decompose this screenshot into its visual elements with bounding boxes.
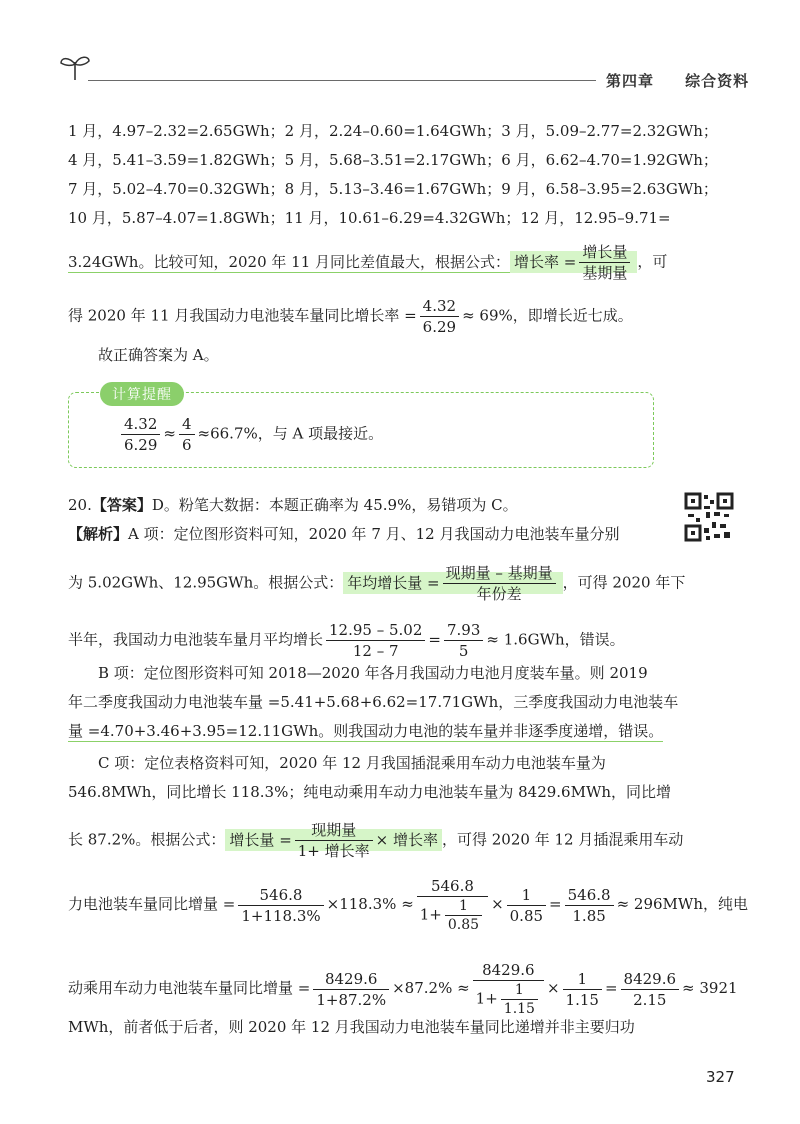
q20-header	[68, 494, 518, 516]
chapter-label: 第四章	[606, 72, 655, 90]
fraction	[295, 820, 373, 861]
equals-sign: =	[428, 630, 441, 649]
fraction	[621, 969, 680, 1010]
denominator: 1+87.2%	[316, 990, 387, 1009]
text-span: A 项：定位图形资料可知，2020 年 7 月、12 月我国动力电池装车量分别	[128, 525, 620, 543]
text-span: ×87.2% ≈	[392, 979, 470, 997]
chapter-title: 综合资料	[685, 72, 750, 90]
denominator: 1+ 增长率	[297, 842, 370, 860]
denominator: 12 – 7	[352, 642, 399, 660]
answer-text: D。粉笔大数据：本题正确率为 45.9%，易错项为 C。	[151, 496, 518, 514]
tip-tag: 计算提醒	[100, 382, 184, 406]
text-span: ≈ 3921	[682, 979, 738, 997]
numerator: 1	[507, 885, 546, 906]
fraction	[238, 885, 323, 926]
leaf-icon	[58, 52, 92, 82]
denominator: 1.15	[565, 990, 599, 1009]
denominator: 1.15	[503, 1001, 535, 1017]
calc-line-3: 7 月，5.02–4.70=0.32GWh；8 月，5.13–3.46=1.67GWh；9 月，6.58–3.95=2.63GWh；	[68, 180, 718, 198]
fraction	[579, 242, 630, 283]
c-line-5	[68, 960, 738, 1018]
text-span: 长 87.2%。根据公式：	[68, 830, 226, 849]
denominator: 1+118.3%	[241, 906, 321, 925]
denominator: 6	[181, 436, 192, 454]
fraction	[179, 414, 195, 455]
approx-symbol: ≈	[163, 424, 176, 443]
formula-avg-growth	[343, 564, 562, 603]
numerator: 增长量	[579, 242, 630, 263]
numerator: 7.93	[444, 620, 483, 641]
calc-line-4: 10 月，5.87–4.07=1.8GWh；11 月，10.61–6.29=4.32GWh；12 月，12.95–9.71=	[68, 209, 671, 227]
nested-fraction	[445, 897, 482, 934]
page-number: 327	[706, 1068, 735, 1086]
numerator: 1	[445, 897, 482, 916]
denominator: 1.85	[572, 906, 606, 925]
numerator: 4	[179, 414, 195, 435]
times-sign: ×	[491, 895, 504, 913]
analysis-line-1	[68, 523, 620, 545]
numerator: 546.8	[565, 885, 614, 906]
text-span: ×118.3% ≈	[326, 895, 414, 913]
equals-sign: =	[604, 979, 618, 997]
calc-line-1: 1 月，4.97–2.32=2.65GWh；2 月，2.24–0.60=1.64GWh；3 月，5.09–2.77=2.32GWh；	[68, 122, 718, 140]
text-span: 动乘用车动力电池装车量同比增量 =	[68, 979, 311, 997]
b-line-2: 年二季度我国动力电池装车量 =5.41+5.68+6.62=17.71GWh，三季度我国动力电池装车	[68, 693, 679, 711]
tip-text: ≈66.7%，与 A 项最接近。	[197, 424, 384, 443]
text-span: ≈ 1.6GWh，错误。	[486, 630, 625, 649]
b-line-3	[68, 720, 663, 742]
nested-fraction	[501, 981, 538, 1018]
text-span: 为 5.02GWh、12.95GWh。根据公式：	[68, 573, 344, 592]
denominator	[417, 897, 488, 934]
answer-tag: 【答案】	[91, 496, 152, 514]
denominator: 5	[458, 642, 469, 660]
fraction	[507, 885, 546, 926]
fraction	[565, 885, 614, 926]
formula-label: 增长率 =	[514, 252, 577, 271]
denominator: 基期量	[582, 264, 628, 282]
fraction	[420, 296, 459, 337]
fraction	[313, 969, 389, 1010]
c-line-4	[68, 876, 748, 934]
denominator: 0.85	[509, 906, 544, 925]
times-sign: ×	[546, 979, 560, 997]
b-line-1: B 项：定位图形资料可知 2018—2020 年各月我国动力电池月度装车量。则 2019	[98, 664, 648, 682]
fraction	[443, 563, 556, 604]
denominator: 年份差	[476, 585, 522, 603]
text-span: 1+	[419, 905, 442, 924]
formula-label: 增长量 =	[229, 830, 292, 849]
analysis-line-3	[68, 620, 625, 661]
text-span: 得 2020 年 11 月我国动力电池装车量同比增长率 =	[68, 306, 417, 325]
c-line-2: 546.8MWh，同比增长 118.3%；纯电动乘用车动力电池装车量为 8429.6MWh，同比增	[68, 783, 672, 801]
answer-line: 故正确答案为 A。	[98, 346, 219, 364]
numerator: 现期量	[295, 820, 373, 841]
fraction	[473, 960, 544, 1018]
fraction	[563, 969, 602, 1010]
question-number: 20.	[68, 496, 92, 514]
text-span: ，可	[637, 252, 668, 271]
denominator: 6.29	[422, 318, 457, 336]
calc-line-2: 4 月，5.41–3.59=1.82GWh；5 月，5.68–3.51=2.17GWh；6 月，6.62–4.70=1.92GWh；	[68, 151, 718, 169]
numerator: 1	[501, 981, 538, 1000]
numerator: 1	[563, 969, 602, 990]
c-line-1: C 项：定位表格资料可知，2020 年 12 月我国插混乘用车动力电池装车量为	[98, 754, 606, 772]
qr-code-icon[interactable]	[684, 492, 734, 542]
formula-label: 年均增长量 =	[347, 573, 440, 592]
numerator: 546.8	[238, 885, 323, 906]
fraction	[326, 620, 425, 661]
c-line-6: MWh，前者低于后者，则 2020 年 12 月我国动力电池装车量同比递增并非主要归功	[68, 1018, 635, 1036]
formula-growth-rate	[510, 243, 637, 282]
denominator: 2.15	[633, 990, 667, 1009]
numerator: 8429.6	[621, 969, 680, 990]
numerator: 8429.6	[313, 969, 389, 990]
text-span: 量 =4.70+3.46+3.95=12.11GWh。则我国动力电池的装车量并非逐季度递增，错误。	[68, 722, 664, 740]
text-span: ≈ 69%，即增长近七成。	[462, 306, 633, 325]
calc-line-5	[68, 242, 667, 283]
formula-tail: × 增长率	[375, 830, 438, 849]
fraction	[121, 414, 160, 455]
running-header	[606, 70, 749, 91]
fraction	[444, 620, 483, 661]
text-span: 3.24GWh。比较可知，2020 年 11 月同比差值最大，根据公式：	[68, 252, 511, 271]
text-span: ，可得 2020 年下	[562, 573, 686, 592]
denominator: 0.85	[447, 917, 480, 933]
numerator: 4.32	[121, 414, 160, 435]
numerator: 现期量 – 基期量	[443, 563, 556, 584]
analysis-line-2	[68, 563, 685, 604]
header-rule	[88, 80, 596, 81]
numerator: 12.95 – 5.02	[326, 620, 425, 641]
c-line-3	[68, 820, 683, 861]
equals-sign: =	[549, 895, 562, 913]
text-span: 力电池装车量同比增量 =	[68, 895, 236, 913]
text-span: 1+	[475, 989, 498, 1008]
numerator: 8429.6	[473, 960, 544, 981]
numerator: 546.8	[417, 876, 488, 897]
denominator	[473, 981, 544, 1018]
denominator: 6.29	[124, 436, 158, 454]
analysis-tag: 【解析】	[68, 525, 129, 543]
calc-line-6	[68, 296, 633, 337]
text-span: 半年，我国动力电池装车量月平均增长	[68, 630, 324, 649]
numerator: 4.32	[420, 296, 459, 317]
formula-increase	[225, 821, 442, 860]
fraction	[417, 876, 488, 934]
text-span: ，可得 2020 年 12 月插混乘用车动	[442, 830, 684, 849]
tip-body	[118, 414, 383, 455]
text-span: ≈ 296MWh，纯电	[616, 895, 748, 913]
